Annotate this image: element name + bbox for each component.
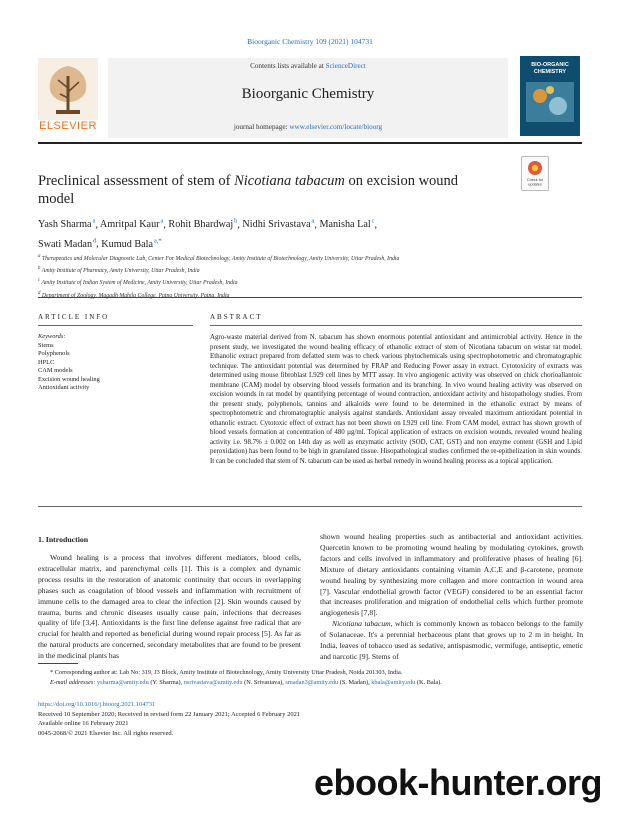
elsevier-logo-text: ELSEVIER [39,120,97,132]
homepage-prefix: journal homepage: [233,123,290,131]
svg-text:Check for: Check for [526,178,544,182]
footnotes [38,668,582,687]
keyword-item: Polyphenols [38,350,70,357]
intro-paragraph: shown wound healing properties such as antibacterial and antioxidant activities. Quercetin known to be promoting wound healing by modulating cytokines, growth factors and cells involved in inflammatory and proliferative phases of healing [6]. Mixture of dietary antioxidants containing vitamin A,C,E and β-carotene, promote wound healing by synthesizing more collagen and more contraction in wound area [7]. Vascular endothelial growth factor (VEGF) considered to be an essential factor that increases proliferation and migration of endothelial cells which further promote angiogenesis [7,8]. [320,532,583,618]
article-info-heading: ARTICLE INFO [38,313,110,321]
email-link[interactable]: kbala@amity.edu [371,678,416,686]
keyword-item: HPLC [38,358,55,366]
keyword-item: Antioxidant activity [38,384,90,391]
author[interactable]: Kumud Bala $^{a,*}$ [101,237,162,250]
email-link[interactable]: smadan3@amity.edu [285,678,339,686]
affiliation-item: $^a$ Therapeutics and Molecular Diagnostic Lab, Center For Medical Biotechnology, Amity Institute of Biotechnology, Amity University, Uttar Pradesh, India [38,254,400,262]
affiliation-item: $^b$ Amity Institute of Pharmacy, Amity University, Uttar Pradesh, India [38,266,200,275]
available-online: Available online 16 February 2021 [38,720,129,727]
abstract-end-rule [38,506,582,507]
author[interactable]: Manisha Lal $^c$ [319,218,375,231]
article-info-rule [38,325,193,326]
title-part-2: on excision wound model [38,173,459,207]
contents-prefix: Contents lists available at [250,62,326,70]
keywords-label: Keywords: [38,333,66,340]
doi-link[interactable]: https://doi.org/10.1016/j.bioorg.2021.104731 [38,701,156,708]
watermark: ebook-hunter.org [314,762,602,803]
copyright-line: 0045-2068/© 2021 Elsevier Inc. All rights reserved. [38,729,174,737]
author[interactable]: Yash Sharma $^a$ [38,218,96,231]
title-species: Nicotiana tabacum [234,173,345,189]
homepage-line [108,123,508,131]
keyword-item: CAM models [38,367,73,374]
author[interactable]: Nidhi Srivastava $^a$ [242,218,315,231]
author[interactable]: Rohit Bhardwaj $^b$ [168,218,238,231]
journal-homepage-link[interactable]: www.elsevier.com/locate/bioorg [289,123,383,131]
publication-info [38,700,338,738]
journal-reference[interactable]: Bioorganic Chemistry 109 (2021) 104731 [247,37,373,46]
introduction-right-column [320,532,583,663]
intro-paragraph: Wound healing is a process that involves different mediators, blood cells, extracellular matrix, and parenchymal cells [1]. This is a complex and dynamic process results in the restoration of anatomic continuity that occurs in overlapping phases such as coagulation of blood vessels and inflammation with recruitment of immune cells to the damaged area to clear the infection [2]. Skin wounds caused by trauma, burns and chronic diseases usually cause pain, infections that decreases quality of life [3,4]. Antioxidants is the first line defense against free radical that are crucial for health and reported as beneficial during wound repair process [5]. As far as the natural products are concerned, secondary metabolites that are found to be present in the medicinal plants has [38,553,301,661]
journal-name: Bioorganic Chemistry [241,86,375,102]
author[interactable]: Amritpal Kaur $^a$ [99,218,164,231]
abstract-rule [210,325,582,326]
keyword-item: Stems [38,341,54,349]
email-addresses: E-mail addresses: ysharma@amity.edu (Y. Sharma), nsrivastava@amity.edu (N. Srivastava), smadan3@amity.edu (S. Madan), kbala@amity.edu (K. Bala). [50,678,442,686]
introduction-heading: 1. Introduction [38,535,89,544]
keywords-block [38,333,193,393]
contents-line [108,62,508,70]
received-dates: Received 10 September 2020; Received in revised form 22 January 2021; Accepted 6 February 2021 [38,710,301,718]
title-part-1: Preclinical assessment of stem of [38,173,235,189]
journal-cover-title: BIO-ORGANIC CHEMISTRY [531,62,569,75]
author-list: Yash Sharma $^a$, Amritpal Kaur $^a$, Rohit Bhardwaj $^b$, Nidhi Srivastava $^a$, Manisha Lal $^c$, Swati Madan $^d$, Kumud Bala $^{a,*}$ [38,218,377,250]
check-for-updates-button[interactable] [521,156,549,191]
article-title [38,172,478,208]
intro-paragraph: Nicotiana tabacum, which is commonly known as tobacco belongs to the family of Solanaceae. It's a perennial herbaceous plant that grows up to 2 m in height. In India, leaves of tobacco used as sedative, antispasmodic, vermifuge, antiseptic, emetic and narcotic [9]. Stems of [320,619,583,661]
abstract-text: Agro-waste material derived from N. tabacum has shown enormous potential antioxidant and antimicrobial activity. Hence in the present study, we investigated the wound healing efficacy of ethanolic extract of stem of Nicotiana tabacum on wistar rat model. Ethanolic extract prepared from defatted stem was to check various phytochemicals using spectrophotometric and chromatographic technique. The antioxidant potential was determined by FRAP and Reducing Power assay in extract. Cytotoxicity of extracts was determined using mouse fibroblast L929 cell lines by MTT assay. In vivo angiogenic activity was observed on chick chorioallantoic membrane (CAM) model by observing blood vessels formation and its branching. In vivo wound healing activity was observed on excision wounds in rat model by quantifying percentage of wound contraction, antioxidant activity and histopathology studies. From the present study, polyphenols, tannins and alkaloids were found to be determined in the ethanolic extract by means of spectrophotometric and chromatographic analysis against standards. Antioxidant assay revealed maximum antioxidant potential in ethanolic extract. Cytotoxic effect of extract has not been shown on L929 cell line. From CAM model, extract has shown growth of blood vessels formation at concentration of 480 µg/ml. Topical application of extracts on excision wounds, revealed wound healing activity i.e. 98.7% ± 0.002 on 14th day as well as enzymatic activity (SOD, CAT, GST) and non enzyme content (GSH and Lipid peroxidation) has been found to be high in granulated tissue. Hisopathological studies confirmed the re-epithelization in skin wounds. It can be concluded that stem of N. tabacum can be used as herbal remedy in wound healing process as a topical application. [210,334,582,465]
email-link[interactable]: nsrivastava@amity.edu [183,678,243,686]
author[interactable]: Swati Madan $^d$ [38,237,97,250]
affiliation-item: $^c$ Amity Institute of Indian System of Medicine, Amity University, Uttar Pradesh, India [38,278,238,287]
section-divider [38,297,582,298]
corresponding-author-note: * Corresponding author at: Lab No: 319, J3 Block, Amity Institute of Biotechnology, Amity University Uttar Pradesh, Noida 201303, India. [50,669,403,676]
sciencedirect-link[interactable]: ScienceDirect [325,62,366,70]
email-link[interactable]: ysharma@amity.edu [97,678,149,686]
affiliations [38,252,558,301]
footnote-rule [38,663,78,664]
header-divider [38,142,582,144]
affiliation-item: $^d$ Department of Zoology, Magadh Mahila College, Patna University, Patna, India [38,290,230,299]
svg-text:updates: updates [528,182,542,187]
introduction-left-column [38,553,301,662]
abstract-heading: ABSTRACT [210,313,263,321]
keyword-item: Excision wound healing [38,375,100,383]
